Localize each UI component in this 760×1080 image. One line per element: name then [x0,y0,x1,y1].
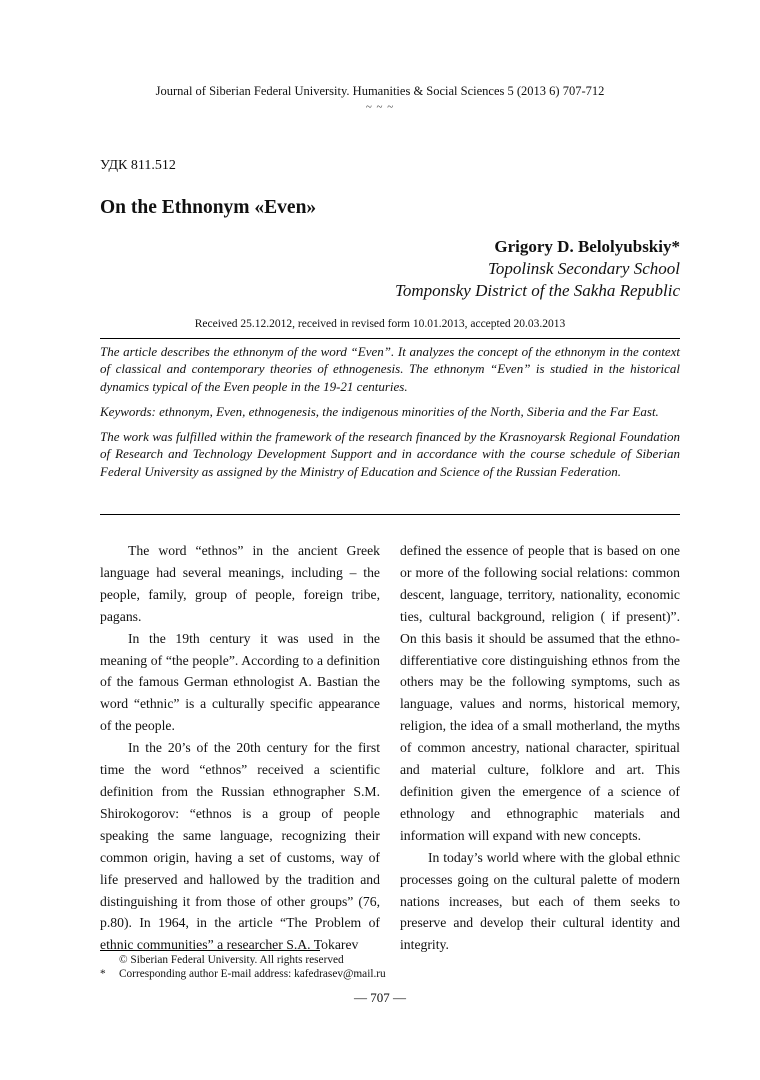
copyright-note: © Siberian Federal University. All rights reserved [119,954,344,966]
author-block [395,236,680,302]
footnote-marker: * [100,968,106,980]
body-paragraph: In the 20’s of the 20th century for the first time the word “ethnos” received a scientific definition from the Russian ethnographer S.M. Shirokogorov: “ethnos is a group of people speaking the same language, recognizing their common origin, having a set of customs, way of life preserved and hallowed by the tradition and distinguishing it from those of other groups” (76, p.80). In 1964, in the article “The Problem of ethnic communities” a researcher S.A. Tokarev [100,740,380,953]
abstract-block [100,343,680,488]
body-column-left [100,540,380,956]
body-paragraph: The word “ethnos” in the ancient Greek language had several meanings, including – the people, family, group of people, foreign tribe, pagans. [100,543,380,624]
body-paragraph: defined the essence of people that is based on one or more of the following social relations: common descent, language, territory, nationality, economic ties, cultural background, religion ( if present)”. On this basis it should be assumed that the ethno-differentiative core distinguishing ethnos from the others may be the following symptoms, such as language, values and norms, historical memory, religion, the idea of a small motherland, the myths of common ancestry, national character, spiritual and material culture, folklore and art. This definition given the emergence of a science of ethnology and ethnographic materials and information will expand with new concepts. [400,543,680,843]
article-title: On the Ethnonym «Even» [100,197,317,218]
journal-header: Journal of Siberian Federal University. Humanities & Social Sciences 5 (2013 6) 707-712 [155,84,605,98]
page-number: — 707 — [354,990,406,1005]
author-name: Grigory D. Belolyubskiy* [494,237,680,256]
corresponding-email: Corresponding author E-mail address: kafedrasev@mail.ru [119,968,386,980]
body-paragraph: In the 19th century it was used in the meaning of “the people”. According to a definition of the famous German ethnologist A. Bastian the word “ethnic” is a culturally specific appearance of the people. [100,630,380,734]
funding-note: The work was fulfilled within the framework of the research financed by the Krasnoyarsk Regional Foundation of Research and Technology Development Support and in accordance with the course schedule of Siberian Federal University as assigned by the Ministry of Education and Science of the Russian Federation. [100,429,680,479]
body-paragraph: In today’s world where with the global ethnic processes going on the cultural palette of modern nations increases, but each of them seeks to preserve and develop their cultural identity and integrity. [400,849,680,953]
udk-code: УДК 811.512 [100,158,176,173]
author-affiliation-district: Tomponsky District of the Sakha Republic [394,281,680,300]
footnote-rule [100,950,320,951]
received-dates: Received 25.12.2012, received in revised form 10.01.2013, accepted 20.03.2013 [194,318,566,330]
body-column-right [400,540,680,956]
header-ornament: ~ ~ ~ [365,101,395,113]
corresponding-author-note [100,967,386,981]
keywords: Keywords: ethnonym, Even, ethnogenesis, the indigenous minorities of the North, Siberia and the Far East. [100,403,659,419]
abstract-text: The article describes the ethnonym of the word “Even”. It analyzes the concept of the ethnonym in the context of classical and contemporary theories of ethnogenesis. The ethnonym “Even” is studied in the historical dynamics typical of the Even people in the 19-21 centuries. [100,344,680,394]
abstract-top-rule [100,338,680,339]
abstract-bottom-rule [100,514,680,515]
author-affiliation-school: Topolinsk Secondary School [487,259,680,278]
